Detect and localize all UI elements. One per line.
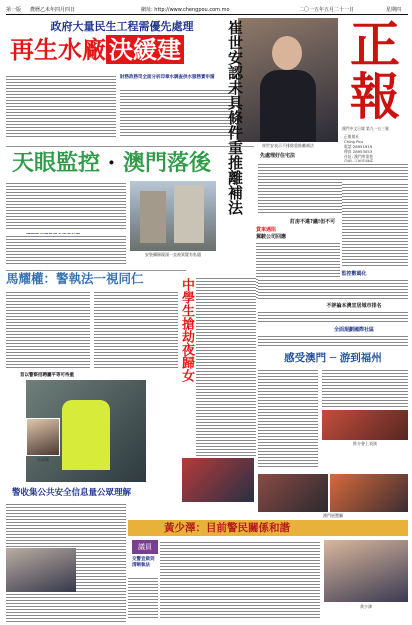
chief-executive-photo xyxy=(238,18,338,142)
bottom-body xyxy=(160,540,320,620)
right-mid-body-3 xyxy=(258,310,408,324)
top-headline-part-b: 決緩建 xyxy=(106,35,184,64)
right-mid-body xyxy=(342,182,408,268)
right-mid-sub-3: 全面規劃國際社區 xyxy=(333,327,374,333)
student-robbery-vertical-title: 中學生搶劫夜歸女 xyxy=(179,278,194,382)
top-story-body-2 xyxy=(120,88,234,138)
officers-photo xyxy=(6,548,76,592)
right-story-sub-1: 先處理好住宅法 xyxy=(260,153,296,159)
student-robbery-body xyxy=(196,276,256,456)
top-story-headline xyxy=(10,35,232,65)
right-mid-sub-1: 監控數碼化 xyxy=(341,271,367,277)
masthead-info-line: 傳真 28953053 xyxy=(344,149,373,154)
ma-story-sub-2: 警收集公共安全信息量公眾理解 xyxy=(12,488,132,498)
ma-story-body xyxy=(6,290,90,370)
side-column-title-1: 貨車遇阻 xyxy=(256,227,277,233)
fuzhou-story xyxy=(258,350,408,472)
sky-eye-caption: 安裝攝錄鏡頭一直被質疑有私隱 xyxy=(145,252,201,257)
masthead-title-1: 正 xyxy=(350,15,400,74)
huang-portrait-photo xyxy=(324,540,408,602)
masthead-title-2: 報 xyxy=(350,67,400,126)
ma-portrait-photo xyxy=(26,418,60,456)
bottom-sub: 交警宜做到清晰執法 xyxy=(132,557,155,568)
fuzhou-headline: 感受澳門 ─ 游到福州 xyxy=(284,352,382,364)
sky-headline-part-a: 天眼監控 xyxy=(12,150,101,176)
police-vest xyxy=(62,400,110,470)
sky-headline-part-b: 澳門落後 xyxy=(123,150,212,176)
fuzhou-body-2 xyxy=(322,368,408,408)
top-headline-part-a: 再生水廠 xyxy=(10,35,106,64)
masthead xyxy=(342,15,408,168)
right-story-sub-2: 訂房不違?議!但不可 xyxy=(290,219,336,225)
bottom-headline: 黃少澤：目前警民關係和諧 xyxy=(164,522,290,534)
right-story-vertical-title: 崔世安認未具條件重推離補法 xyxy=(226,20,244,215)
huang-portrait-caption: 黃少澤 xyxy=(360,604,372,609)
top-story-body xyxy=(6,74,116,138)
masthead-info xyxy=(344,134,406,164)
fuzhou-caption-2: 澳門展覽廳 xyxy=(323,513,343,518)
weekday: 星期四 xyxy=(386,7,402,13)
bottom-body-2 xyxy=(128,576,158,620)
street-camera-photo xyxy=(130,181,216,251)
sky-eye-body xyxy=(6,181,126,231)
building-shape xyxy=(174,185,204,243)
masthead-info-line: 電話 28951919 xyxy=(344,144,373,149)
ma-story-sub-1: 首以警察招聘屬平等可待重 xyxy=(20,373,74,378)
ma-story-headline: 馬耀權：警執法一視同仁 xyxy=(6,270,186,286)
sky-eye-body-2 xyxy=(6,234,126,264)
fuzhou-photo-3 xyxy=(330,474,408,512)
ma-story-body-2 xyxy=(94,290,178,370)
website-link[interactable]: 網址: http://www.chengpou.com.mo xyxy=(141,7,230,13)
building-shape xyxy=(140,191,166,243)
right-mid-body-4 xyxy=(258,334,408,348)
side-column-title-2: 駕駛公司回應 xyxy=(256,234,287,240)
photo-subject-silhouette xyxy=(272,36,302,70)
masthead-info-line: Ching Pou xyxy=(344,139,364,144)
sky-eye-headline: 天眼監控 · 澳門落後 xyxy=(12,150,212,176)
issue-date: 二〇一五年五月二十一日 xyxy=(299,7,355,13)
fuzhou-photo-2 xyxy=(258,474,328,512)
bottom-tag: 議員 xyxy=(132,540,158,554)
masthead-info-line: 社址: 澳門卑第巷 xyxy=(344,154,374,159)
photo-caption: 崔世安表示不排除重推離補法 xyxy=(262,143,314,148)
right-mid-body-2 xyxy=(258,278,408,300)
fuzhou-photo-1 xyxy=(322,410,408,440)
masthead-reg: 澳門中文日報 第九一五三號 xyxy=(342,126,389,131)
robbery-photo xyxy=(182,458,254,502)
fuzhou-caption-1: 推介會上表演 xyxy=(353,441,377,446)
ma-portrait-caption: 馬耀權 xyxy=(37,457,49,462)
top-story-sub: 財務政務司全面分析印章水調查供水服務實申請 xyxy=(120,75,215,80)
top-story-kicker: 政府大量民生工程需優先處理 xyxy=(50,20,194,33)
masthead-info-line: 正報報社 xyxy=(344,134,360,139)
page-number: 第一版 xyxy=(6,7,22,13)
top-story xyxy=(6,18,234,140)
lunar-date: 農曆乙未年四月四日 xyxy=(30,7,76,13)
bottom-banner xyxy=(128,520,408,536)
photo-subject-suit xyxy=(260,70,316,142)
fuzhou-body xyxy=(258,368,318,468)
right-mid-sub-2: 不評論本澳宜居城市排名 xyxy=(326,303,382,309)
page-header xyxy=(6,5,408,15)
